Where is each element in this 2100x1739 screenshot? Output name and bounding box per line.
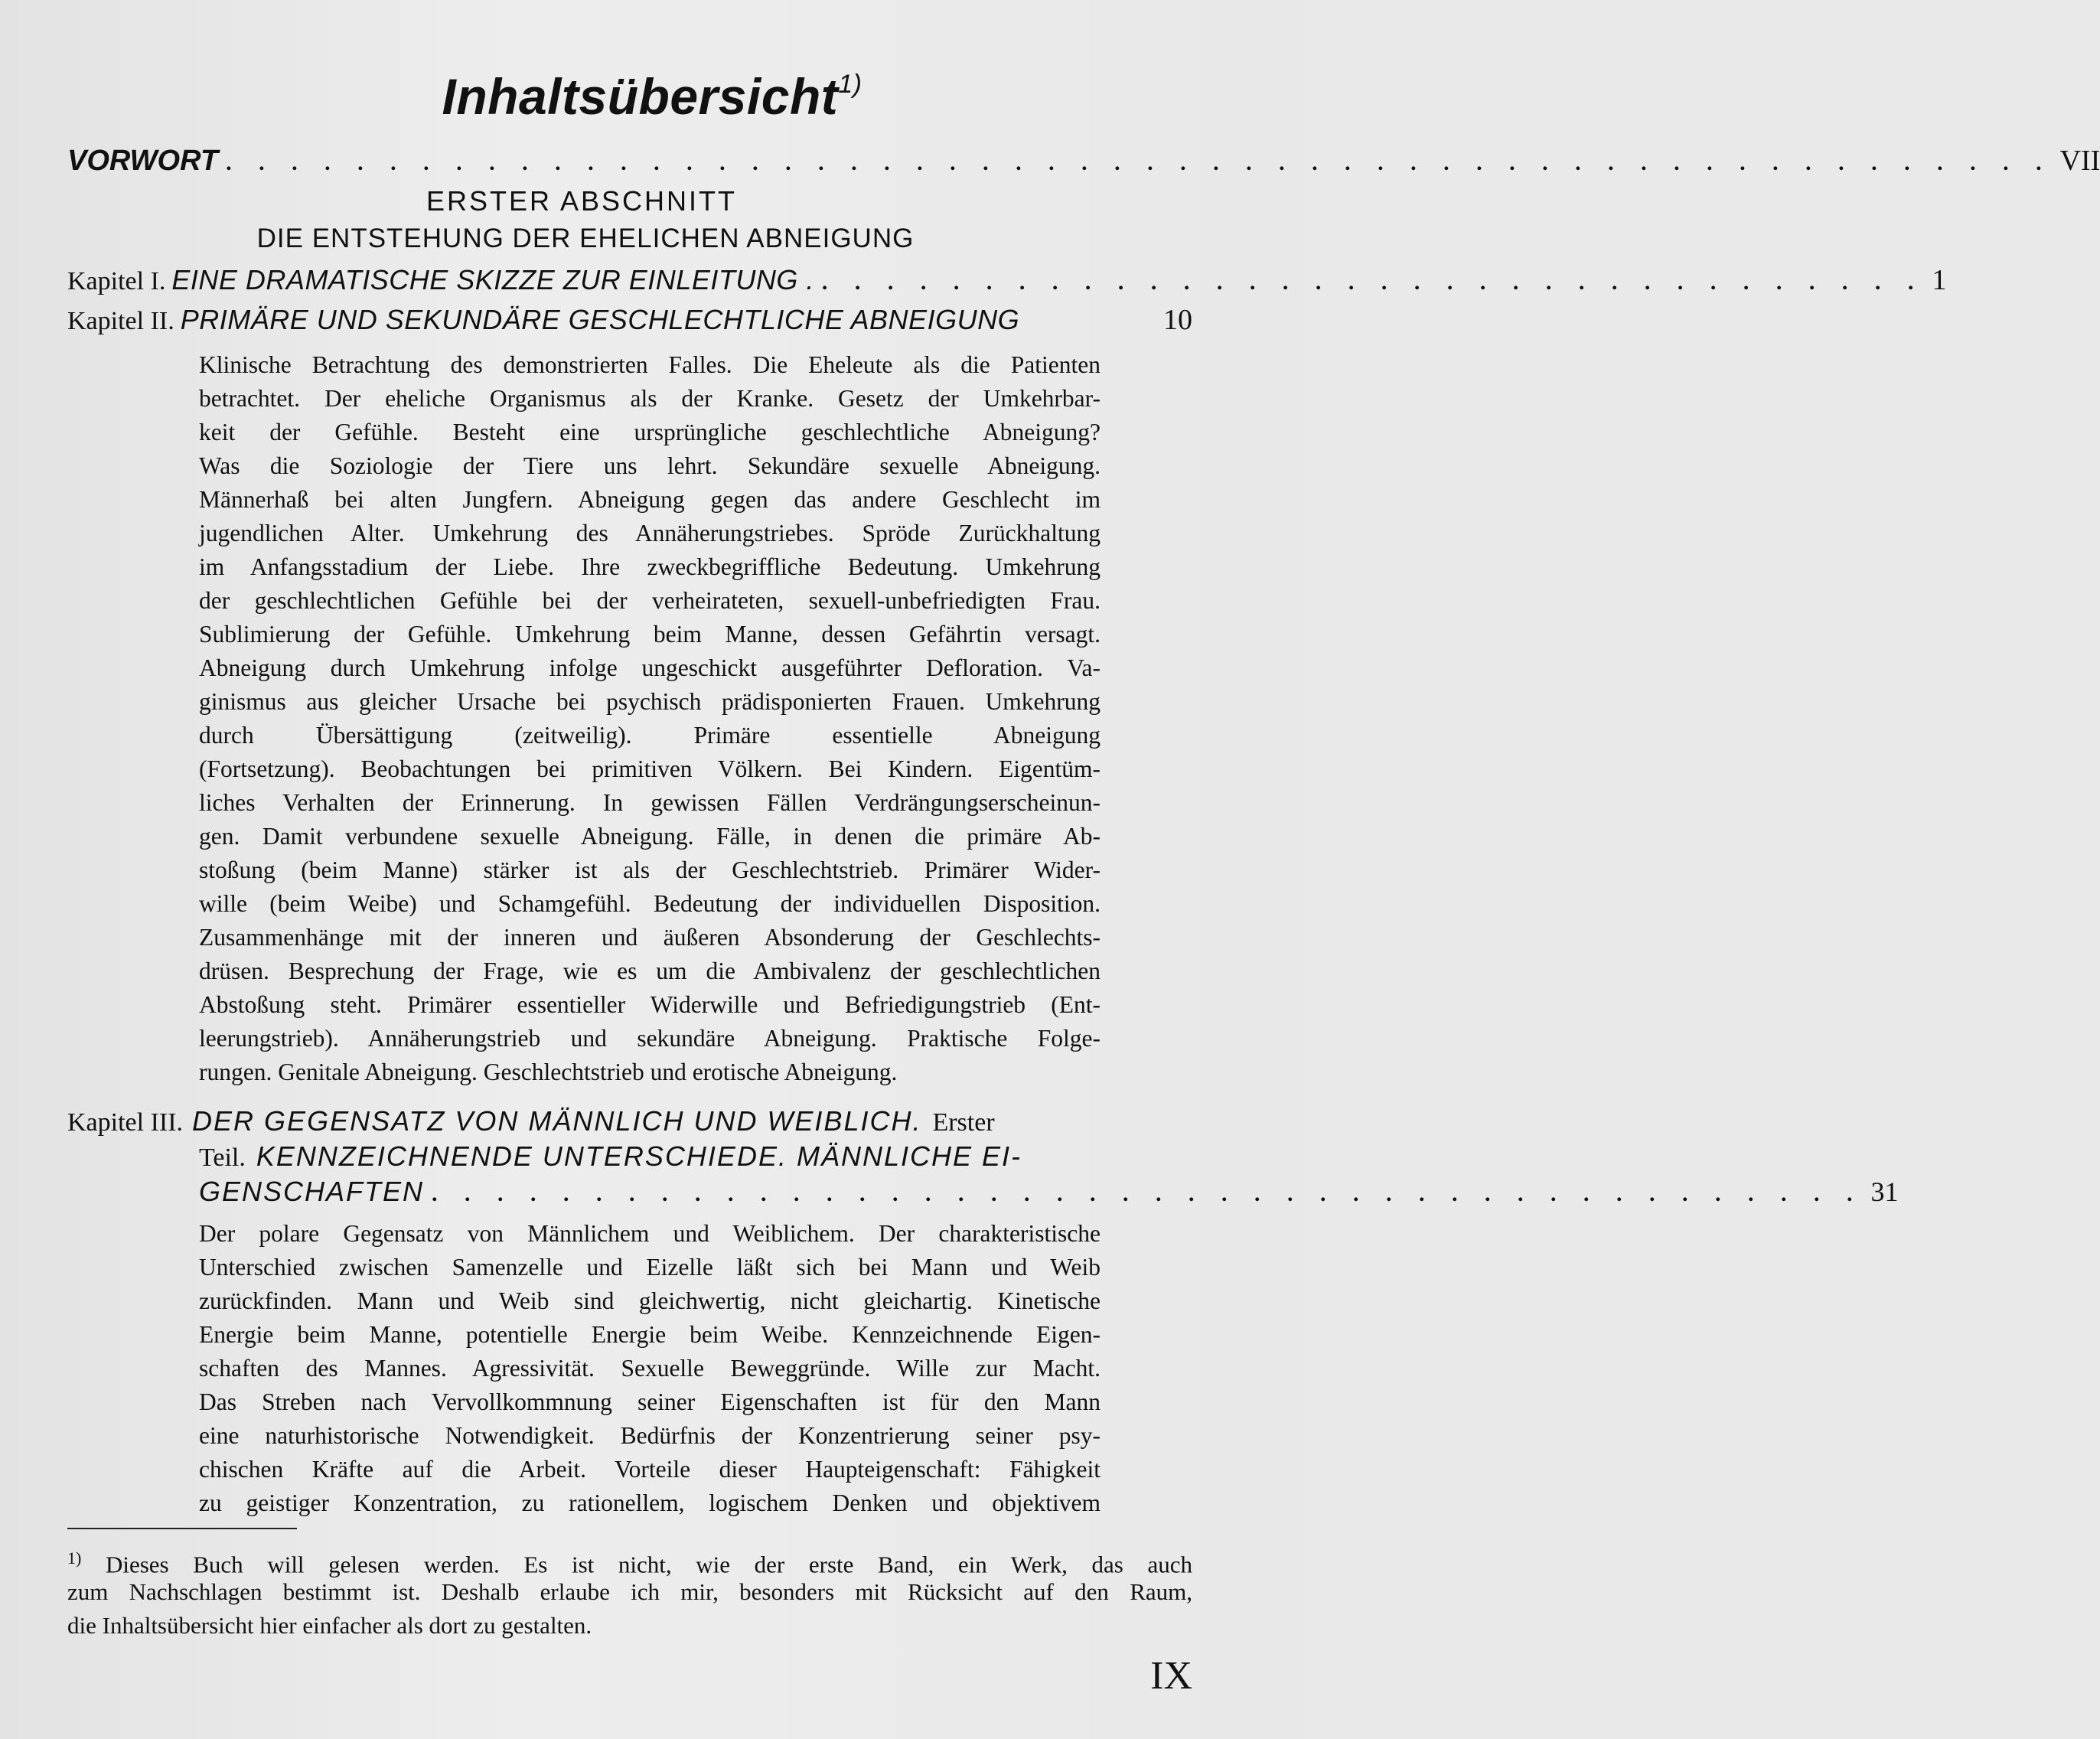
footnote-rule [67, 1528, 297, 1529]
kapitel-2-title: PRIMÄRE UND SEKUNDÄRE GESCHLECHTLICHE ABNEIGUNG [180, 304, 1020, 335]
summary-line: Männerhaß bei alten Jungfern. Abneigung gegen das andere Geschlecht im [199, 486, 1101, 513]
summary-line: im Anfangsstadium der Liebe. Ihre zweckbegriffliche Bedeutung. Umkehrung [199, 553, 1101, 580]
kapitel-2-summary [199, 348, 1101, 1089]
section-heading: ERSTER ABSCHNITT [426, 185, 738, 217]
toc-entry-vorwort [67, 144, 2100, 184]
kapitel-1-page: 1 [1932, 264, 1947, 296]
summary-line: Klinische Betrachtung des demonstrierten Falles. Die Eheleute als die Patienten [199, 351, 1101, 378]
kapitel-3-summary [199, 1217, 1101, 1520]
leader-dots: . . . . . . . . . . . . . . . . . . . . . . . . . . . . . . . . . . . . . . . . . . . . [432, 1181, 1864, 1206]
kapitel-3-title-line-1: DER GEGENSATZ VON MÄNNLICH UND WEIBLICH. [192, 1105, 922, 1137]
summary-line: Abneigung durch Umkehrung infolge ungeschickt ausgeführter Defloration. Va- [199, 654, 1101, 681]
toc-entry-kapitel-1 [67, 263, 1947, 303]
summary-line: zu geistiger Konzentration, zu rationellem, logischem Denken und objektivem [199, 1489, 1101, 1516]
summary-line: Unterschied zwischen Samenzelle und Eizelle läßt sich bei Mann und Weib [199, 1254, 1101, 1281]
kapitel-2-label: Kapitel II. [67, 307, 174, 335]
leader-dots: . . . . . . . . . . . . . . . . . . . . . . . . . . . . . . . . . . . . . . . . . . . . . . . . . . . . . . . . [226, 150, 2053, 175]
page-title [0, 67, 1304, 126]
footnote-line: zum Nachschlagen bestimmt ist. Deshalb erlaube ich mir, besonders mit Rücksicht auf den Raum, [67, 1578, 1192, 1605]
summary-line: leerungstrieb). Annäherungstrieb und sekundäre Abneigung. Praktische Folge- [199, 1025, 1101, 1052]
footnote-line [67, 1542, 1193, 1578]
footnote [67, 1542, 1192, 1643]
toc-entry-kapitel-3 [67, 1104, 1899, 1209]
summary-line: Was die Soziologie der Tiere uns lehrt. Sekundäre sexuelle Abneigung. [199, 452, 1101, 479]
vorwort-page: VII [2059, 145, 2100, 177]
summary-line: gen. Damit verbundene sexuelle Abneigung. Fälle, in denen die primäre Ab- [199, 823, 1101, 850]
summary-line: Der polare Gegensatz von Männlichem und Weiblichem. Der charakteristische [199, 1220, 1101, 1247]
footnote-text: Dieses Buch will gelesen werden. Es ist nicht, wie der erste Band, ein Werk, das auch [105, 1551, 1193, 1578]
summary-line: liches Verhalten der Erinnerung. In gewissen Fällen Verdrängungserscheinun- [199, 789, 1101, 816]
summary-line: eine naturhistorische Notwendigkeit. Bedürfnis der Konzentrierung seiner psy- [199, 1422, 1101, 1449]
summary-line: schaften des Mannes. Agressivität. Sexuelle Beweggründe. Wille zur Macht. [199, 1355, 1101, 1382]
section-subheading: DIE ENTSTEHUNG DER EHELICHEN ABNEIGUNG [256, 223, 915, 253]
kapitel-3-title-tail: Erster [932, 1108, 995, 1137]
summary-line: Sublimierung der Gefühle. Umkehrung beim Manne, dessen Gefährtin versagt. [199, 621, 1101, 648]
kapitel-3-page: 31 [1870, 1176, 1899, 1207]
kapitel-1-label: Kapitel I. [67, 267, 166, 295]
summary-line: durch Übersättigung (zeitweilig). Primäre essentielle Abneigung [199, 722, 1101, 749]
summary-line: stoßung (beim Manne) stärker ist als der Geschlechtstrieb. Primärer Wider- [199, 856, 1101, 883]
summary-line: jugendlichen Alter. Umkehrung des Annäherungstriebes. Spröde Zurückhaltung [199, 520, 1101, 546]
summary-line: (Fortsetzung). Beobachtungen bei primitiven Völkern. Bei Kindern. Eigentüm- [199, 755, 1101, 782]
summary-line: keit der Gefühle. Besteht eine ursprüngliche geschlechtliche Abneigung? [199, 419, 1101, 445]
summary-line: Abstoßung steht. Primärer essentieller Widerwille und Befriedigungstrieb (Ent- [199, 991, 1101, 1018]
summary-line: der geschlechtlichen Gefühle bei der verheirateten, sexuell-unbefriedigten Frau. [199, 587, 1101, 614]
toc-entry-kapitel-2 [67, 303, 1192, 343]
summary-line: ginismus aus gleicher Ursache bei psychisch prädisponierten Frauen. Umkehrung [199, 688, 1101, 715]
summary-line: chischen Kräfte auf die Arbeit. Vorteile dieser Haupteigenschaft: Fähigkeit [199, 1456, 1101, 1483]
summary-line: wille (beim Weibe) und Schamgefühl. Bedeutung der individuellen Disposition. [199, 890, 1101, 917]
summary-line: Das Streben nach Vervollkommnung seiner Eigenschaften ist für den Mann [199, 1388, 1101, 1415]
kapitel-3-title-line-2: KENNZEICHNENDE UNTERSCHIEDE. MÄNNLICHE EI- [256, 1140, 1022, 1172]
title-text: Inhaltsübersicht [442, 68, 839, 125]
vorwort-label: VORWORT [67, 145, 219, 177]
kapitel-1-title: EINE DRAMATISCHE SKIZZE ZUR EINLEITUNG . [171, 264, 814, 295]
footnote-line: die Inhaltsübersicht hier einfacher als dort zu gestalten. [67, 1612, 592, 1639]
summary-line: Energie beim Manne, potentielle Energie beim Weibe. Kennzeichnende Eigen- [199, 1321, 1101, 1348]
footnote-mark: 1) [67, 1548, 82, 1568]
kapitel-3-title-line-3: GENSCHAFTEN [199, 1176, 425, 1207]
kapitel-3-title-head: Teil. [199, 1144, 246, 1172]
summary-line: Zusammenhänge mit der inneren und äußeren Absonderung der Geschlechts- [199, 924, 1101, 951]
kapitel-3-row-1 [67, 1104, 1192, 1139]
leader-dots: . . . . . . . . . . . . . . . . . . . . . . . . . . . . . . . . . . [821, 269, 1925, 295]
summary-line: zurückfinden. Mann und Weib sind gleichwertig, nicht gleichartig. Kinetische [199, 1287, 1101, 1314]
page-number: IX [1150, 1654, 1192, 1698]
summary-line: drüsen. Besprechung der Frage, wie es um die Ambivalenz der geschlechtlichen [199, 958, 1101, 984]
title-footnote-mark: 1) [838, 70, 862, 99]
kapitel-2-page: 10 [1163, 304, 1192, 336]
kapitel-3-row-3 [67, 1174, 1899, 1209]
kapitel-3-row-2 [67, 1139, 1192, 1174]
summary-line: betrachtet. Der eheliche Organismus als der Kranke. Gesetz der Umkehrbar- [199, 385, 1101, 412]
summary-line: rungen. Genitale Abneigung. Geschlechtstrieb und erotische Abneigung. [199, 1059, 898, 1085]
kapitel-3-label: Kapitel III. [67, 1108, 184, 1137]
